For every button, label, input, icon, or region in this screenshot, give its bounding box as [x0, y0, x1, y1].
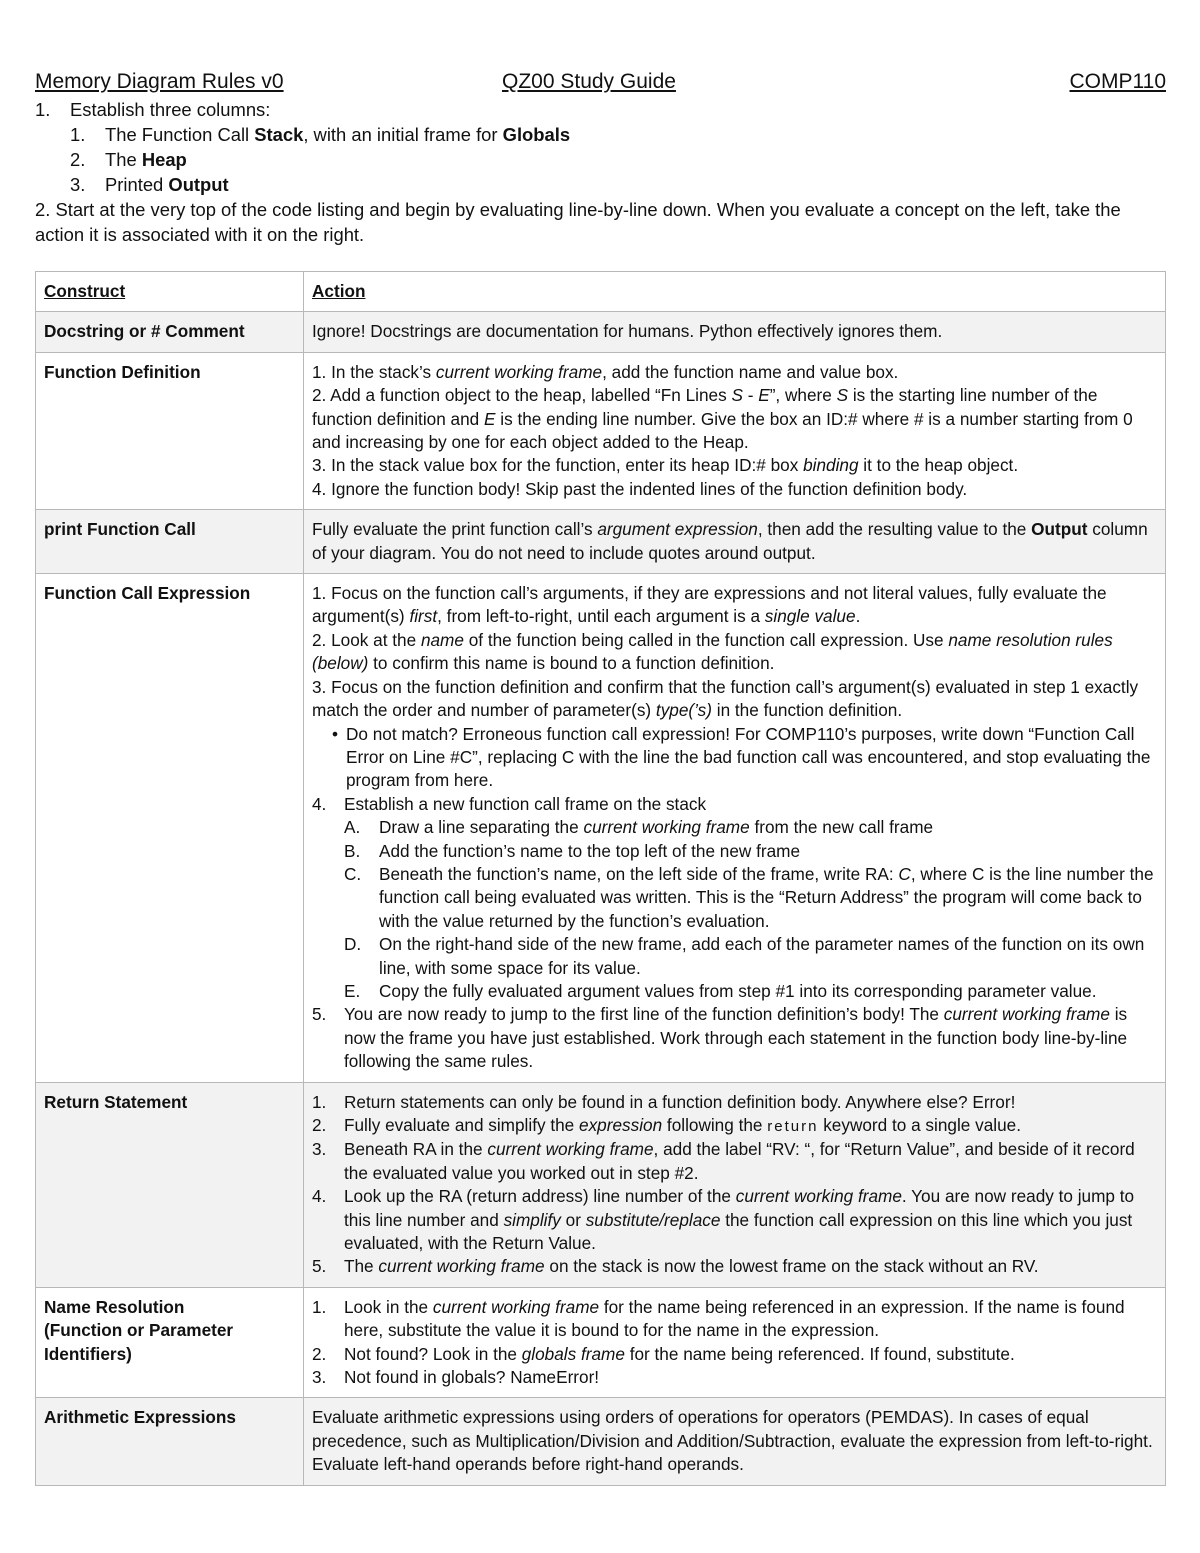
- column-item-stack: 1. The Function Call Stack, with an initial frame for Globals: [70, 124, 571, 145]
- doc-subtitle: QZ00 Study Guide: [502, 70, 676, 93]
- action-cell: 1. In the stack’s current working frame, add the function name and value box. 2. Add a function object to the heap, labelled “Fn Lines S - E”, where S is the starting line number of the function definition and E is the ending line number. Give the box an ID:# where # is a number starting from 0 and increasing by one for each object added to the Heap. 3. In the stack value box for the function, enter its heap ID:# box binding it to the heap object. 4. Ignore the function body! Skip past the indented lines of the function definition body.: [304, 352, 1166, 509]
- action-header: Action: [312, 281, 366, 301]
- column-item-output: 3. Printed Output: [70, 174, 229, 195]
- action-cell: 1. Look in the current working frame for the name being referenced in an expression. If the name is found here, substitute the value it is bound to for the name in the expression. 2. Not found? Look in the globals frame for the name being referenced. If found, substitute. 3. Not found in globals? NameError!: [304, 1287, 1166, 1398]
- construct-header: Construct: [44, 281, 126, 301]
- doc-title: Memory Diagram Rules v0: [35, 70, 284, 93]
- construct-cell: Return Statement: [36, 1082, 304, 1287]
- action-cell: Fully evaluate the print function call’s argument expression, then add the resulting value to the Output column of your diagram. You do not need to include quotes around output.: [304, 510, 1166, 574]
- action-cell: Evaluate arithmetic expressions using orders of operations for operators (PEMDAS). In cases of equal precedence, such as Multiplication/Division and Addition/Subtraction, evaluate the expression from left-to-right. Evaluate left-hand operands before right-hand operands.: [304, 1398, 1166, 1485]
- table-row: [36, 510, 1166, 574]
- column-item-heap: 2. The Heap: [70, 149, 187, 170]
- table-row: [36, 1287, 1166, 1398]
- course-code: COMP110: [1069, 70, 1166, 93]
- table-row: [36, 1082, 1166, 1287]
- table-row: [36, 312, 1166, 352]
- construct-cell: Arithmetic Expressions: [36, 1398, 304, 1485]
- construct-cell: Name Resolution (Function or Parameter Identifiers): [36, 1287, 304, 1398]
- intro-step-2: 2. Start at the very top of the code listing and begin by evaluating line-by-line down. When you evaluate a concept on the left, take the action it is associated with it on the right.: [35, 199, 1121, 245]
- construct-cell: Docstring or # Comment: [36, 312, 304, 352]
- construct-cell: Function Definition: [36, 352, 304, 509]
- rules-table: [35, 271, 1166, 1486]
- table-row: [36, 352, 1166, 509]
- construct-cell: Function Call Expression: [36, 574, 304, 1083]
- construct-cell: print Function Call: [36, 510, 304, 574]
- intro-step-1: 1. Establish three columns:: [35, 99, 271, 120]
- action-cell: Ignore! Docstrings are documentation for humans. Python effectively ignores them.: [304, 312, 1166, 352]
- action-cell: 1. Focus on the function call’s arguments, if they are expressions and not literal values, fully evaluate the argument(s) first, from left-to-right, until each argument is a single value. 2. Look at the name of the function being called in the function call expression. Use name resolution rules (below) to confirm this name is bound to a function definition. 3. Focus on the function definition and confirm that the function call’s argument(s) evaluated in step 1 exactly match the order and number of parameter(s) type(’s) in the function definition. • Do not match? Erroneous function call expression! For COMP110’s purposes, write down “Function Call Error on Line #C”, replacing C with the line the bad function call was encountered, and stop evaluating the program from here. 4. Establish a new function call frame on the stack A. Draw a line separating the current working frame from the new call frame B. Add the function’s name to the top left of the new frame C. Beneath the function’s name, on the left side of the frame, write RA: C, where C is the line number the function call being evaluated was written. This is the “Return Address” the program will come back to with the value returned by the function’s evaluation. D. On the right-hand side of the new frame, add each of the parameter names of the function on its own line, with some space for its value. E. Copy the fully evaluated argument values from step #1 into its corresponding parameter value. 5. You are now ready to jump to the first line of the function definition’s body! The current working frame is now the frame you have just established. Work through each statement in the function body line-by-line following the same rules.: [304, 574, 1166, 1083]
- table-row: [36, 574, 1166, 1083]
- page-header: [35, 70, 1166, 98]
- table-row: [36, 1398, 1166, 1485]
- action-cell: 1. Return statements can only be found in a function definition body. Anywhere else? Error! 2. Fully evaluate and simplify the expression following the return keyword to a single value. 3. Beneath RA in the current working frame, add the label “RV: “, for “Return Value”, and beside of it record the evaluated value you worked out in step #2. 4. Look up the RA (return address) line number of the current working frame. You are now ready to jump to this line number and simplify or substitute/replace the function call expression on this line which you just evaluated, with the Return Value. 5. The current working frame on the stack is now the lowest frame on the stack without an RV.: [304, 1082, 1166, 1287]
- intro-instructions: [35, 97, 1166, 247]
- table-header-row: [36, 272, 1166, 312]
